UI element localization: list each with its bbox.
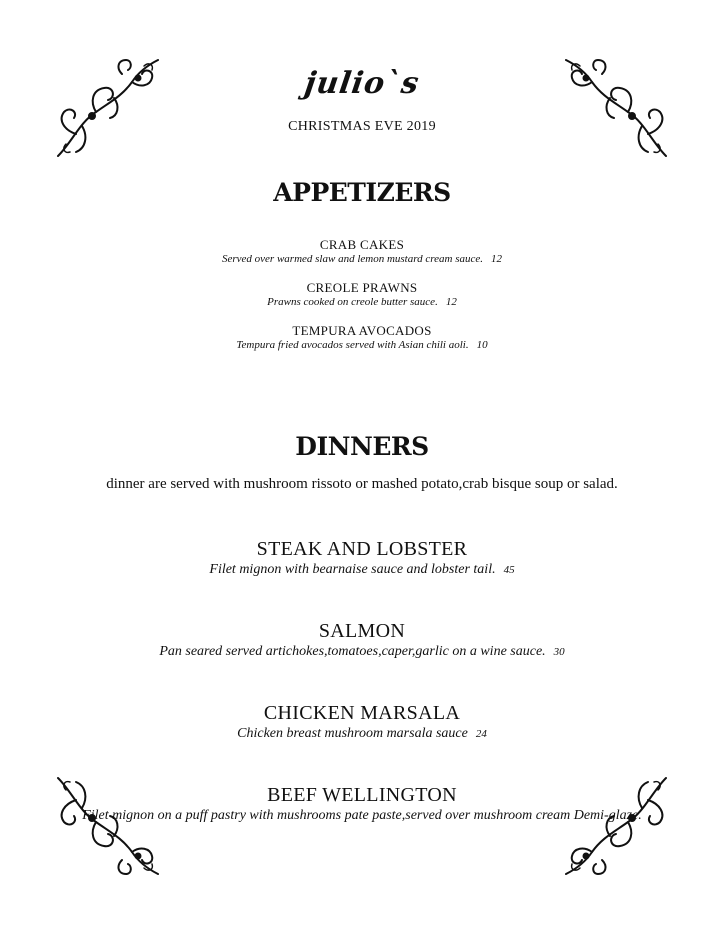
appetizers-heading: APPETIZERS	[273, 178, 451, 207]
item-name: STEAK AND LOBSTER	[256, 538, 468, 560]
menu-item	[0, 702, 724, 744]
item-name: CHICKEN MARSALA	[263, 702, 461, 724]
menu-item	[0, 620, 724, 662]
item-description: Pan seared served artichokes,tomatoes,caper,garlic on a wine sauce. 30	[159, 644, 565, 659]
menu-item	[0, 538, 724, 580]
item-name: CREOLE PRAWNS	[306, 280, 418, 295]
item-price: 12	[491, 253, 502, 265]
item-price: 24	[475, 728, 487, 740]
item-name: BEEF WELLINGTON	[267, 784, 457, 806]
restaurant-logo: julio`s	[302, 66, 422, 101]
item-price: 30	[553, 646, 565, 658]
menu-subtitle: CHRISTMAS EVE 2019	[288, 119, 436, 134]
item-price: 12	[445, 296, 457, 308]
item-description: Served over warmed slaw and lemon mustard cream sauce. 12	[221, 253, 502, 265]
menu-item	[0, 323, 724, 352]
menu-item	[0, 784, 724, 806]
item-price: 10	[476, 339, 488, 351]
item-name: CRAB CAKES	[319, 237, 405, 252]
dinners-note: dinner are served with mushroom rissoto or mashed potato,crab bisque soup or salad.	[106, 476, 618, 492]
item-name: SALMON	[318, 620, 406, 642]
item-price: 45	[503, 564, 515, 576]
item-description: Prawns cooked on creole butter sauce. 12	[267, 296, 457, 308]
item-name: TEMPURA AVOCADOS	[292, 323, 432, 338]
dinners-heading: DINNERS	[295, 432, 429, 461]
menu-item	[0, 237, 724, 266]
item-description: Filet mignon with bearnaise sauce and lobster tail. 45	[209, 562, 515, 577]
menu-item	[0, 280, 724, 309]
item-description: Tempura fried avocados served with Asian chili aoli. 10	[236, 339, 488, 351]
item-description: Filet mignon on a puff pastry with mushrooms pate paste,served over mushroom cream Demi-glaze.	[82, 808, 642, 823]
item-description: Chicken breast mushroom marsala sauce 24	[237, 726, 487, 741]
